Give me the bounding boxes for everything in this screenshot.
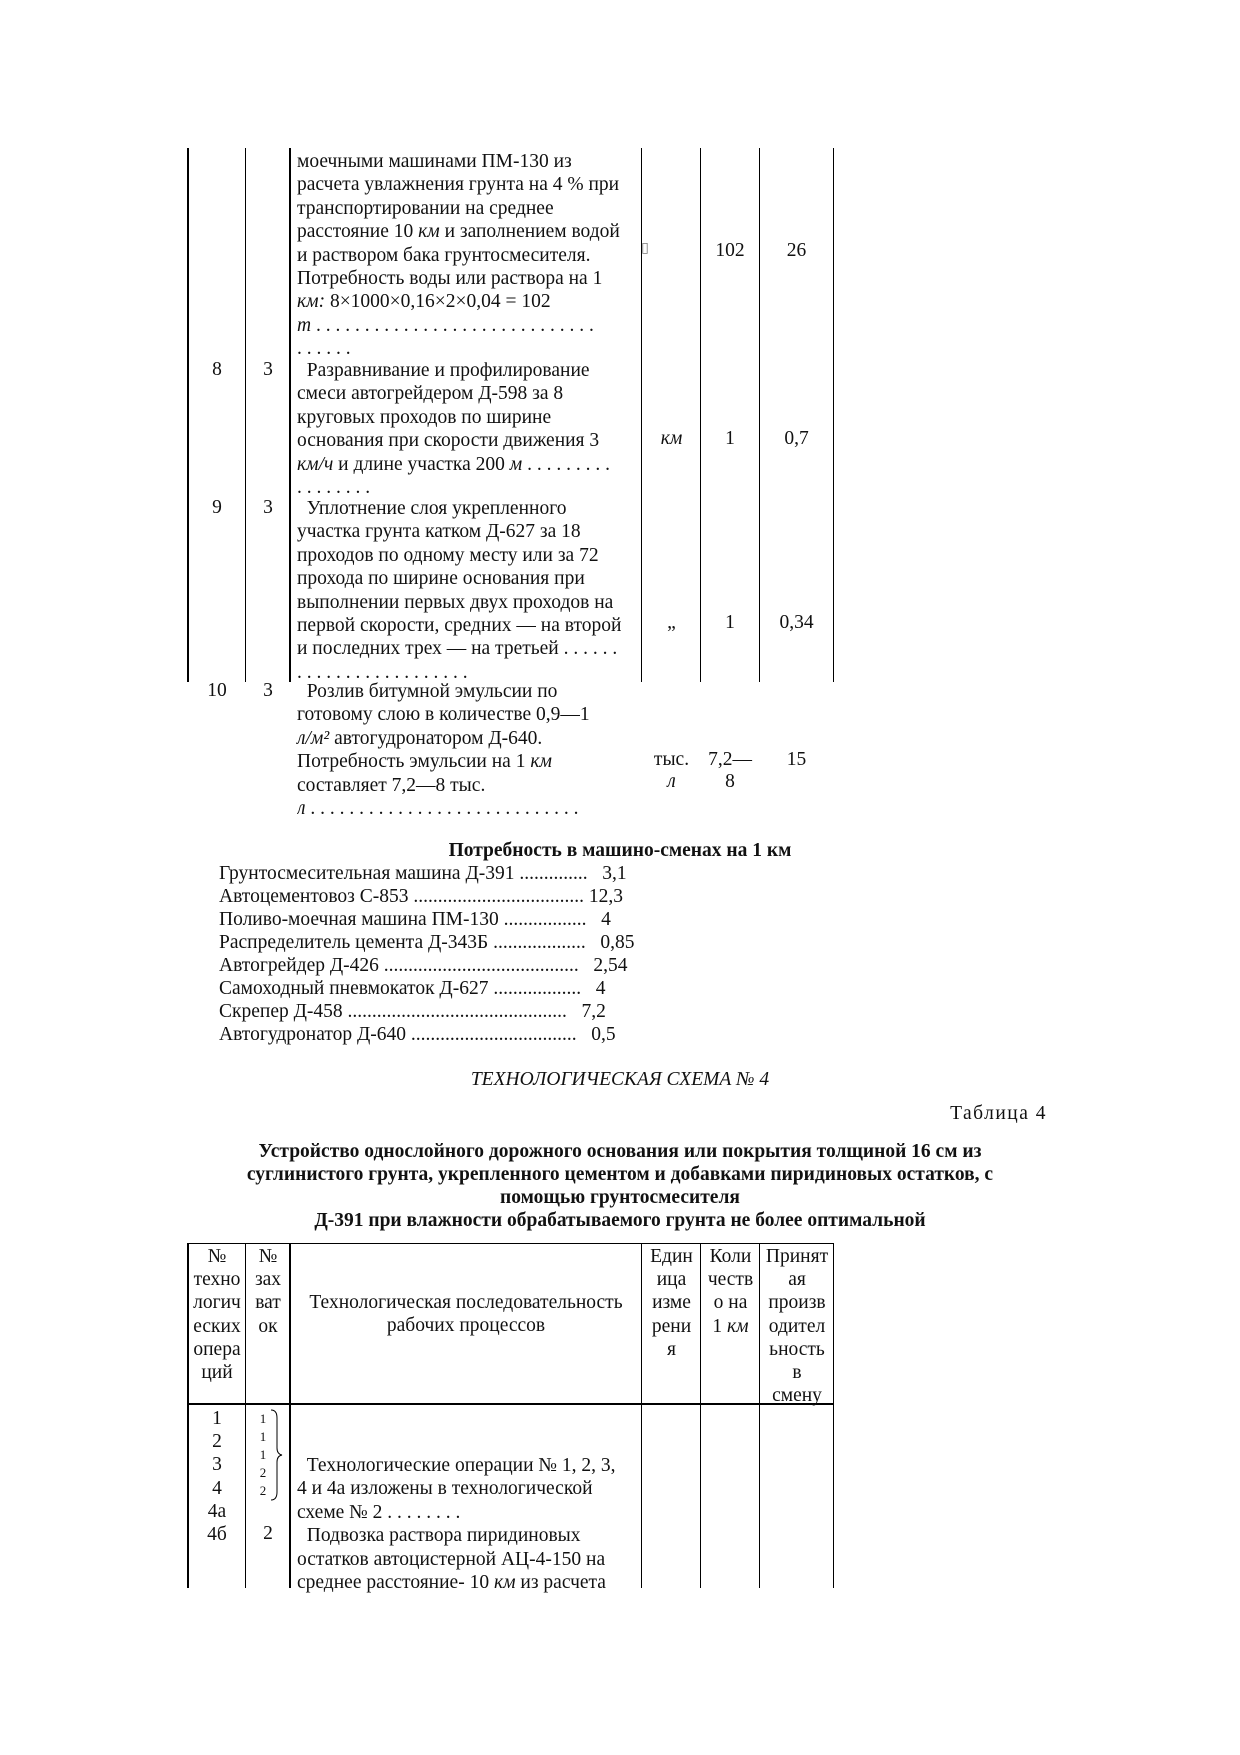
op-number: 8	[212, 359, 222, 380]
op-number: 9	[212, 497, 222, 518]
row-description: Технологические операции № 1, 2, 3, 4 и 4а изложены в технологической схеме № 2 . . . . . . . . Подвозка раствора пиридиновых остатков автоцистерной АЦ-4-150 на среднее расстояние- 10 км из расчета	[297, 1455, 616, 1594]
output-cell: 15	[786, 749, 807, 770]
list-item: Автогрейдер Д-426 ........................................ 2,54	[219, 955, 628, 976]
qty-cell: 1	[725, 428, 735, 449]
header-quantity: Коли честв о на 1 км	[707, 1246, 754, 1337]
list-item: Распределитель цемента Д-343Б ................... 0,85	[219, 932, 635, 953]
op-number: 10	[207, 680, 227, 701]
top-table-divider	[289, 148, 291, 682]
table-label: Таблица 4	[950, 1103, 1047, 1124]
row-description: моечными машинами ПМ-130 из расчета увлажнения грунта на 4 % при транспортировании на среднее расстояние 10 км и заполнением водой и раствором бака грунтосмесителя. Потребность воды или раствора на 1 км: 8×1000×0,16×2×0,04 = 102 т . . . . . . . . . . . . . . . . . . . . . . . . . . . . . . . . . . .	[297, 151, 620, 360]
list-item: Поливо-моечная машина ПМ-130 ................. 4	[219, 909, 611, 930]
stage-number-list: 1 1 1 2 2	[259, 1411, 267, 1498]
table-border-top	[187, 1243, 834, 1244]
top-table-border-left	[187, 148, 189, 682]
table-title: Устройство однослойного дорожного основания или покрытия толщиной 16 см из суглинистого грунта, укрепленного цементом и добавками пиридиновых остатков, с помощью грунтосмесителя Д-391 при влажности обрабатываемого грунта не более оптимальной	[246, 1141, 994, 1231]
stage-number: 3	[263, 359, 273, 380]
row-description: Уплотнение слоя укрепленного участка грунта катком Д-627 за 18 проходов по одному месту или за 72 прохода по ширине основания при выполнении первых двух проходов на первой скорости, средних — на второй и последних трех — на третьей . . . . . . . . . . . . . . . . . . . . . . . .	[297, 498, 622, 683]
header-output: Принят ая произв одител ьность в смену	[765, 1246, 829, 1407]
top-table-divider	[700, 148, 701, 682]
output-cell: 0,34	[779, 612, 814, 633]
header-op-number: № техно логич еских опера ций	[193, 1246, 241, 1384]
list-item: Самоходный пневмокаток Д-627 .................. 4	[219, 978, 606, 999]
qty-cell: 7,2— 8	[708, 749, 752, 792]
header-stage-number: № зах ват ок	[254, 1246, 282, 1337]
header-separator	[187, 1403, 834, 1405]
unit-cell: „	[667, 612, 676, 633]
list-item: Скрепер Д-458 ............................................. 7,2	[219, 1001, 606, 1022]
stage-number: 2	[263, 1523, 273, 1544]
top-table-divider	[245, 148, 246, 682]
list-item: Грунтосмесительная машина Д-391 .............. 3,1	[219, 863, 627, 884]
table-divider	[700, 1243, 701, 1588]
top-table-divider	[759, 148, 760, 682]
qty-cell: 102	[715, 240, 745, 261]
missing-glyph-icon: ▯	[641, 241, 649, 256]
qty-cell: 1	[725, 612, 735, 633]
top-table-border-right	[833, 148, 834, 682]
table-divider	[759, 1243, 760, 1588]
curly-brace-icon	[269, 1408, 285, 1502]
row-description: Разравнивание и профилирование смеси автогрейдером Д-598 за 8 круговых проходов по ширине основания при скорости движения 3 км/ч и длине участка 200 м . . . . . . . . . . . . . . . . .	[297, 360, 610, 499]
list-item: Автоцементовоз С-853 ................................... 12,3	[219, 886, 624, 907]
row-description: Розлив битумной эмульсии по готовому слою в количестве 0,9—1 л/м² автогудронатором Д-640. Потребность эмульсии на 1 км составляет 7,2—8 тыс. л . . . . . . . . . . . . . . . . . . . . . . . . . . . .	[297, 681, 590, 820]
scheme-title: ТЕХНОЛОГИЧЕСКАЯ СХЕМА № 4	[470, 1069, 770, 1090]
output-cell: 26	[786, 240, 807, 261]
header-process: Технологическая последовательность рабочих процессов	[309, 1292, 623, 1337]
list-item: Автогудронатор Д-640 .................................. 0,5	[219, 1024, 616, 1045]
table-divider	[245, 1243, 246, 1588]
unit-cell: км	[660, 428, 683, 449]
table-border-right	[833, 1243, 834, 1588]
header-unit: Един ица изме рени я	[650, 1246, 693, 1360]
machine-shifts-title: Потребность в машино-сменах на 1 км	[448, 840, 792, 861]
stage-number: 3	[263, 497, 273, 518]
stage-number: 3	[263, 680, 273, 701]
unit-cell: тыс. л	[653, 749, 690, 792]
op-number-list: 1 2 3 4 4а 4б	[207, 1408, 227, 1546]
output-cell: 0,7	[784, 428, 809, 449]
